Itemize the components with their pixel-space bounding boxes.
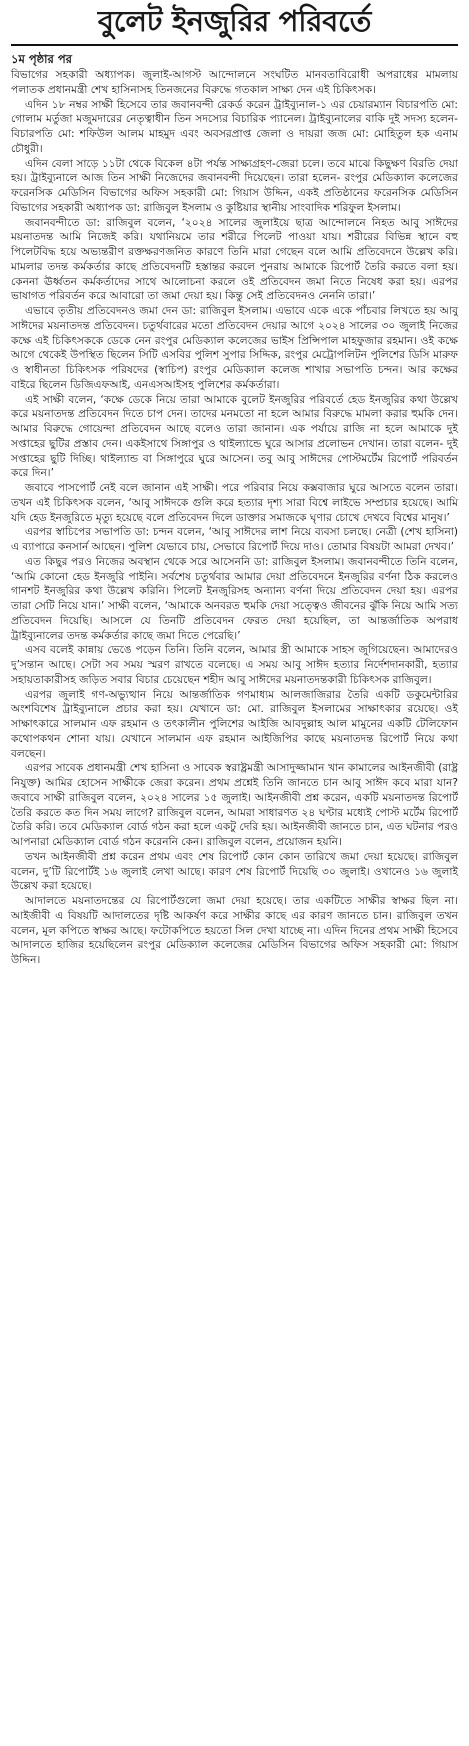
paragraph: জবানবন্দীতে ডা: রাজিবুল বলেন, ‘২০২৪ সালের জুলাইয়ে ছাত্র আন্দোলনে নিহত আবু সাঈদের ময়নাতদন্ত আমি নিজেই করি। যথানিয়মে তার শরীরে পিলেট পাওয়া যায়। শরীরের বিভিন্ন স্থানে বহু পিলেটবিদ্ধ হয়ে অভ্যন্তরীণ রক্তক্ষরণজনিত কারণে তিনি মারা গেছেন বলে আমি প্রতিবেদনে উল্লেখ করি। মামলার তদন্ত কর্মকর্তার কাছে প্রতিবেদনটি হস্তান্তর করলে পুনরায় আমাকে রিপোর্ট তৈরি করতে বলা হয়। কেননা ঊর্ধ্বতন কর্মকর্তাদের সাথে আলোচনা করলে ওই প্রতিবেদন জমা নিতে নিষেধ করা হয়। এরপর ভাষাগত পরিবর্তন করে আবারো তা জমা দেয়া হয়। কিন্তু সেই প্রতিবেদনও নেননি তারা।’ bbox=[11, 216, 458, 303]
paragraph: জবাবে পাসপোর্ট নেই বলে জানান এই সাক্ষী। পরে পরিবার নিয়ে কক্সবাজার ঘুরে আসতে বলেন তারা। তখন এই চিকিৎসক বলেন, ‘আবু সাঈদকে গুলি করে হত্যার দৃশ্য সারা বিশ্বে লাইভে সম্প্রচার হয়েছে। আমি যদি হেড ইনজুরিতে মৃত্যু হয়েছে বলে প্রতিবেদন দিলে ডাক্তার সমাজকে ঘৃণার চোখে দেখবে বিশ্বের মানুষ।’ bbox=[11, 482, 458, 524]
paragraph: এদিন ১৮ নম্বর সাক্ষী হিসেবে তার জবানবন্দী রেকর্ড করেন ট্রাইব্যুনাল-১ এর চেয়ারম্যান বিচারপতি মো: গোলাম মর্তুজা মজুমদারের নেতৃত্বাধীন তিন সদস্যের বিচারিক প্যানেল। ট্রাইব্যুনালের বাকি দুই সদস্য হলেন- বিচারপতি মো: শফিউল আলম মাহমুদ এবং অবসরপ্রাপ্ত জেলা ও দায়রা জজ মো: মোহিতুল হক এনাম চৌধুরী। bbox=[11, 98, 458, 155]
headline: বুলেট ইনজুরির পরিবর্তে bbox=[97, 4, 372, 38]
headline-rule bbox=[11, 44, 458, 46]
paragraph: এসব বলেই কান্নায় ভেঙে পড়েন তিনি। তিনি বলেন, আমার স্ত্রী আমাকে সাহস জুগিয়েছেন। আমাদেরও দু’সন্তান আছে। সেটা সব সময় স্মরণ রাখতে বলেছে। এ সময় আবু সাঈদ হত্যার নির্দেশদানকারী, হত্যার সহায়তাকারীসহ জড়িত সবার বিচার চেয়েছেন শহীদ আবু সাঈদের ময়নাতদন্তকারী চিকিৎসক রাজিবুল। bbox=[11, 644, 458, 686]
paragraph: এভাবে তৃতীয় প্রতিবেদনও জমা দেন ডা: রাজিবুল ইসলাম। এভাবে একে একে পাঁচবার লিখতে হয় আবু সাঈদের ময়নাতদন্ত প্রতিবেদন। চতুর্থবারের মতো প্রতিবেদন দেয়ার আগে ২০২৪ সালের ৩০ জুলাই নিজের কক্ষে এই চিকিৎসককে ডেকে নেন রংপুর মেডিক্যাল কলেজের ভাইস প্রিন্সিপাল মাহফুজার রহমান। ওই কক্ষে আগে থেকেই উপস্থিত ছিলেন সিটি এসবির পুলিশ সুপার সিদ্দিক, রংপুর মেট্রোপলিটন পুলিশের ডিসি মারুফ ও স্বাধীনতা চিকিৎসক পরিষদের (স্বাচিপ) রংপুর মেডিক্যাল কলেজ শাখার সভাপতি চন্দন। আর কক্ষের বাইরে ছিলেন ডিজিএফআই, এনএসআইসহ পুলিশের কর্মকর্তারা। bbox=[11, 305, 458, 391]
paragraph: এত কিছুর পরও নিজের অবস্থান থেকে সরে আসেননি ডা: রাজিবুল ইসলাম। জবানবন্দীতে তিনি বলেন, ‘আমি কোনো হেড ইনজুরি পাইনি। সর্বশেষ চতুর্থবার আমার দেয়া প্রতিবেদনে ইনজুরির বর্ণনা ঠিক করলেও গানশট ইনজুরির কথা উল্লেখ করিনি। পিলেট ইনজুরিসহ অন্যান্য বর্ণনা দিয়ে প্রতিবেদন দেয়া হয়। এরপর তারা সেটি নিয়ে যান।’ সাক্ষী বলেন, ‘আমাকে অনবরত হুমকি দেয়া সত্ত্বেও জীবনের ঝুঁকি নিয়ে আমি সত্য প্রতিবেদন দিয়েছি। আসলে যে তিনটি প্রতিবেদন ফেরত দেয়া হয়েছিল, তা আন্তর্জাতিক অপরাধ ট্রাইব্যুনালের তদন্ত কর্মকর্তার কাছে জমা দিতে পেরেছি।’ bbox=[11, 555, 458, 642]
paragraph: এরপর সাবেক প্রধানমন্ত্রী শেখ হাসিনা ও সাবেক স্বরাষ্ট্রমন্ত্রী আসাদুজ্জামান খান কামালের আইনজীবী (রাষ্ট্র নিযুক্ত) আমির হোসেন সাক্ষীকে জেরা করেন। প্রথম প্রশ্নেই তিনি জানতে চান আবু সাঈদ কবে মারা যান? জবাবে সাক্ষী রাজিবুল বলেন, ২০২৪ সালের ১৫ জুলাই। আইনজীবী প্রশ্ন করেন, একটি ময়নাতদন্ত রিপোর্ট তৈরি করতে কত দিন সময় লাগে? রাজিবুল বলেন, আমরা সাধারণত ২৪ ঘণ্টার মধ্যেই পোস্ট মর্টেম রিপোর্ট তৈরি করি। তবে মেডিক্যাল বোর্ড গঠন করা হলে একটু দেরি হয়। আইনজীবী জানতে চান, এত ঘটনার পরও আপনারা মেডিক্যাল বোর্ড গঠন করেননি কেন। রাজিবুল বলেন, প্রয়োজন হয়নি। bbox=[11, 762, 458, 848]
continued-label: ১ম পৃষ্ঠার পর bbox=[11, 52, 72, 66]
paragraph: তখন আইনজীবী প্রশ্ন করেন প্রথম এবং শেষ রিপোর্ট কোন কোন তারিখে জমা দেয়া হয়েছে। রাজিবুল বলেন, দু’টি রিপোর্টই ১৬ জুলাই লেখা আছে। কারণ শেষ রিপোর্ট দিয়েছি ৩০ জুলাই। ওখানেও ১৬ জুলাই উল্লেখ করা হয়েছে। bbox=[11, 850, 458, 893]
paragraph: বিভাগের সহকারী অধ্যাপক। জুলাই-আগস্ট আন্দোলনে সংঘটিত মানবতাবিরোধী অপরাধের মামলায় পলাতক প্রধানমন্ত্রী শেখ হাসিনাসহ তিনজনের বিরুদ্ধে গতকাল সাক্ষ্য দেন এই চিকিৎসক। bbox=[11, 69, 458, 96]
paragraph: আদালতে ময়নাতদন্তের যে রিপোর্টগুলো জমা দেয়া হয়েছে। তার একটিতে সাক্ষীর স্বাক্ষর ছিল না। আইজীবী এ বিষয়টি আদালতের দৃষ্টি আকর্ষণ করে সাক্ষীর কাছে এর কারণ জানতে চান। রাজিবুল তখন বলেন, মূল কপিতে স্বাক্ষর আছে। ফটোকপিতে হয়তো সিল দেখা যাচ্ছে না। এদিন দিনের প্রথম সাক্ষী হিসেবে আদালতে হাজির হয়েছিলেন রংপুর মেডিক্যাল কলেজের মেডিসিন বিভাগের অফিস সহকারী মো: গিয়াস উদ্দিন। bbox=[11, 895, 458, 966]
newspaper-page bbox=[0, 2, 469, 1746]
paragraph: এরপর স্বাচিপের সভাপতি ডা: চন্দন বলেন, ‘আবু সাঈদের লাশ নিয়ে ব্যবসা চলছে। নেত্রী (শেখ হাসিনা) এ ব্যাপারে কনসার্ন আছেন। পুলিশ যেভাবে চায়, সেভাবে রিপোর্ট দিয়ে দাও। তোমার বিষয়টা আমরা দেখব।’ bbox=[11, 526, 458, 553]
paragraph: এই সাক্ষী বলেন, ‘কক্ষে ডেকে নিয়ে তারা আমাকে বুলেট ইনজুরির পরিবর্তে হেড ইনজুরির কথা উল্লেখ করে ময়নাতদন্ত প্রতিবেদন দিতে চাপ দেন। তাদের মনমতো না হলে আমার বিরুদ্ধে মামলা করার হুমকি দেন। আমার বিরুদ্ধে গোয়েন্দা প্রতিবেদন আছে বলেও তারা জানান। এক পর্যায়ে রাজি না হলে আমাকে দুই সপ্তাহের ছুটির প্রস্তাব দেন। একইসাথে সিঙ্গাপুর ও থাইল্যান্ডে ঘুরে আসার প্রলোভন দেখান। তারা বলেন- দুই সপ্তাহের ছুটি দিচ্ছি। থাইল্যান্ড বা সিঙ্গাপুরে ঘুরে আসেন। তবু আবু সাঈদের পোস্টমর্টেম রিপোর্ট পরিবর্তন করে দিন।’ bbox=[11, 393, 458, 480]
paragraph: এরপর জুলাই গণ-অভ্যুত্থান নিয়ে আন্তর্জাতিক গণমাধ্যম আলজাজিরার তৈরি একটি ডকুমেন্টারির অংশবিশেষ ট্রাইব্যুনালে প্রচার করা হয়। যেখানে ডা: মো. রাজিবুল ইসলামের সাক্ষাৎকার রয়েছে। ওই সাক্ষাৎকারে সালমান এফ রহমান ও তৎকালীন পুলিশের আইজি আবদুল্লাহ আল মামুনের একটি টেলিফোন কথোপকথন শোনা যায়। যেখানে সালমান এফ রহমান আইজিপির কাছে ময়নাতদন্ত রিপোর্ট নিয়ে কথা বলছেন। bbox=[11, 688, 458, 760]
paragraph: এদিন বেলা সাড়ে ১১টা থেকে বিকেল ৪টা পর্যন্ত সাক্ষ্যগ্রহণ-জেরা চলে। তবে মাঝে কিছুক্ষণ বিরতি দেয়া হয়। ট্রাইব্যুনালে আজ তিন সাক্ষী নিজেদের জবানবন্দী দিয়েছেন। তারা হলেন- রংপুর মেডিক্যাল কলেজের ফরেনসিক মেডিসিন বিভাগের অফিস সহকারী মো: গিয়াস উদ্দিন, একই প্রতিষ্ঠানের ফরেনসিক মেডিসিন বিভাগের সহকারী অধ্যাপক ডা: রাজিবুল ইসলাম ও কুষ্টিয়ার স্থানীয় সাংবাদিক শরিফুল ইসলাম। bbox=[11, 157, 458, 214]
article-body bbox=[11, 68, 458, 968]
